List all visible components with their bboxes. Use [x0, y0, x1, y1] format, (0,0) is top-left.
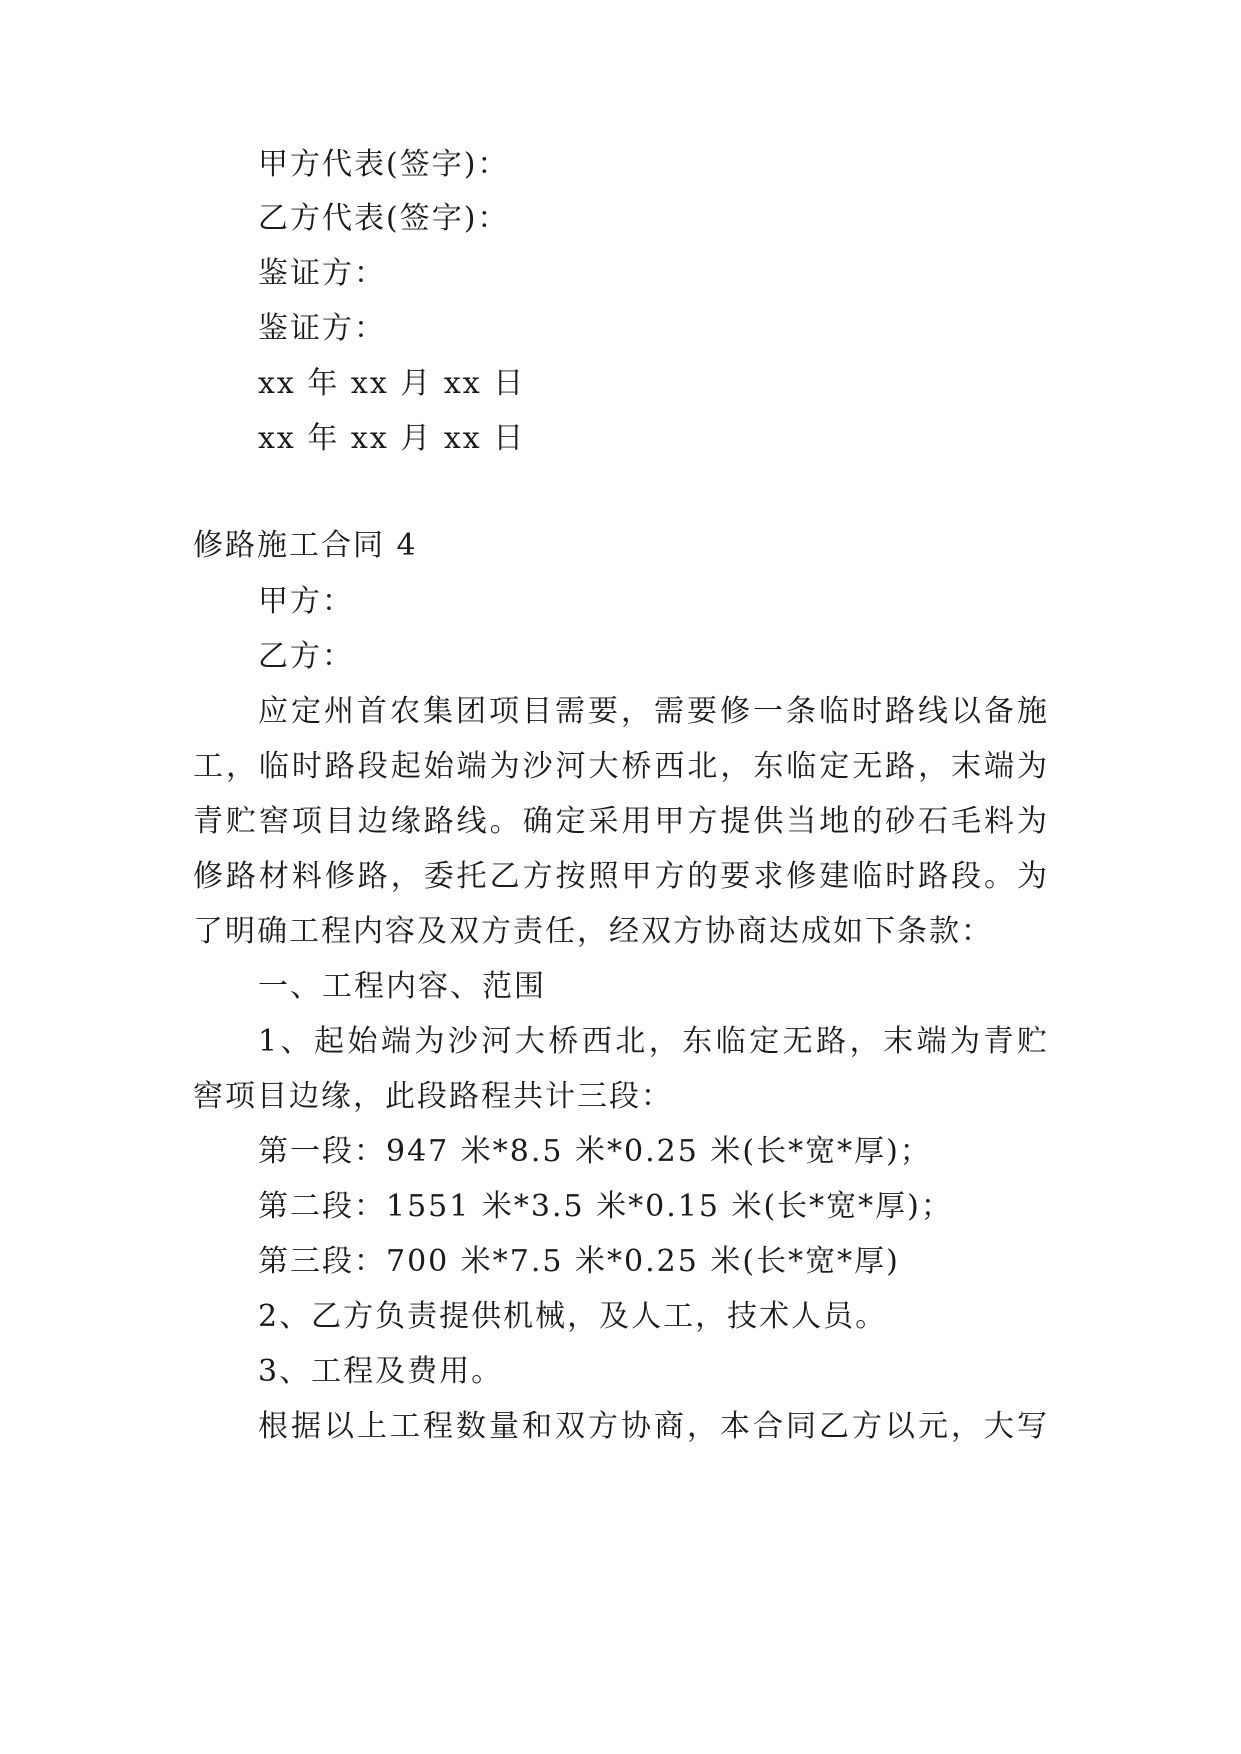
- item-1-line: 窖项目边缘，此段路程共计三段：: [193, 1079, 673, 1114]
- date-line: xx 年 xx 月 xx 日: [258, 366, 526, 401]
- cost-line: 根据以上工程数量和双方协商，本合同乙方以元，大写: [258, 1409, 1049, 1444]
- intro-paragraph-line: 修路材料修路，委托乙方按照甲方的要求修建临时路段。为: [193, 859, 1049, 894]
- witness-line: 鉴证方：: [258, 256, 386, 291]
- date-line: xx 年 xx 月 xx 日: [258, 421, 526, 456]
- intro-paragraph-line: 了明确工程内容及双方责任，经双方协商达成如下条款：: [193, 914, 993, 949]
- witness-line: 鉴证方：: [258, 311, 386, 346]
- item-2-line: 2、乙方负责提供机械，及人工，技术人员。: [258, 1299, 888, 1334]
- intro-paragraph-line: 应定州首农集团项目需要，需要修一条临时路线以备施: [258, 694, 1049, 729]
- item-1-line: 1、起始端为沙河大桥西北，东临定无路，末端为青贮: [258, 1024, 1049, 1059]
- segment-line: 第三段：700 米*7.5 米*0.25 米(长*宽*厚): [258, 1244, 900, 1279]
- party-b-label: 乙方：: [258, 639, 354, 674]
- section-heading: 一、工程内容、范围: [258, 969, 546, 1004]
- intro-paragraph-line: 青贮窖项目边缘路线。确定采用甲方提供当地的砂石毛料为: [193, 804, 1049, 839]
- intro-paragraph-line: 工，临时路段起始端为沙河大桥西北，东临定无路，末端为: [193, 749, 1049, 784]
- party-a-representative-signature: 甲方代表(签字)：: [258, 147, 510, 182]
- item-3-line: 3、工程及费用。: [258, 1354, 504, 1389]
- party-b-representative-signature: 乙方代表(签字)：: [258, 201, 510, 236]
- segment-line: 第二段：1551 米*3.5 米*0.15 米(长*宽*厚)；: [258, 1189, 953, 1224]
- segment-line: 第一段：947 米*8.5 米*0.25 米(长*宽*厚)；: [258, 1134, 932, 1169]
- party-a-label: 甲方：: [258, 584, 354, 619]
- contract-title: 修路施工合同 4: [193, 528, 418, 563]
